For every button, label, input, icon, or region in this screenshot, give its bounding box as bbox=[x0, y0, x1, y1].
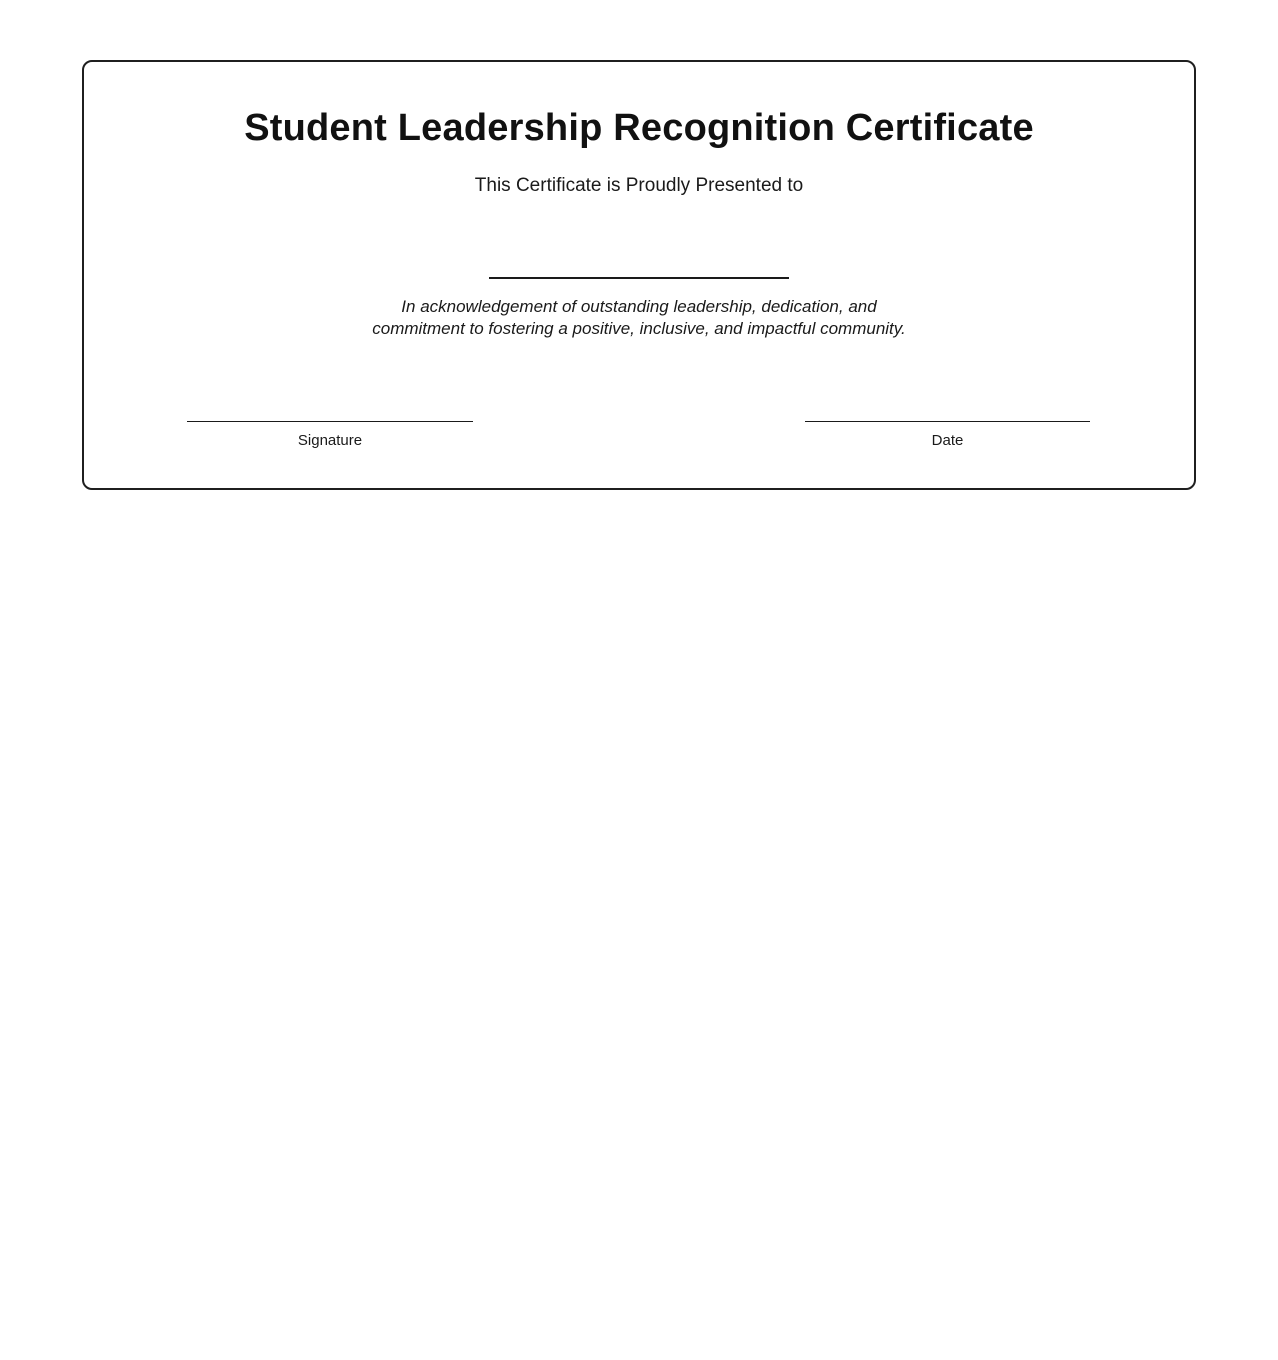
date-line bbox=[805, 421, 1090, 422]
signature-label: Signature bbox=[297, 432, 363, 450]
date-block bbox=[805, 421, 1090, 450]
recipient-name-line bbox=[489, 277, 789, 279]
certificate-title: Student Leadership Recognition Certificate bbox=[244, 107, 1034, 149]
acknowledgement-line-1: In acknowledgement of outstanding leadership, dedication, and bbox=[401, 297, 877, 317]
date-label: Date bbox=[931, 432, 964, 450]
signature-date-row bbox=[84, 421, 1194, 450]
signature-block bbox=[187, 421, 473, 450]
signature-line bbox=[187, 421, 473, 422]
acknowledgement-line-2: commitment to fostering a positive, inclusive, and impactful community. bbox=[372, 319, 906, 339]
acknowledgement-text bbox=[309, 296, 969, 340]
certificate-subtitle: This Certificate is Proudly Presented to bbox=[474, 174, 804, 196]
page bbox=[0, 60, 1278, 1360]
certificate-card bbox=[82, 60, 1196, 490]
